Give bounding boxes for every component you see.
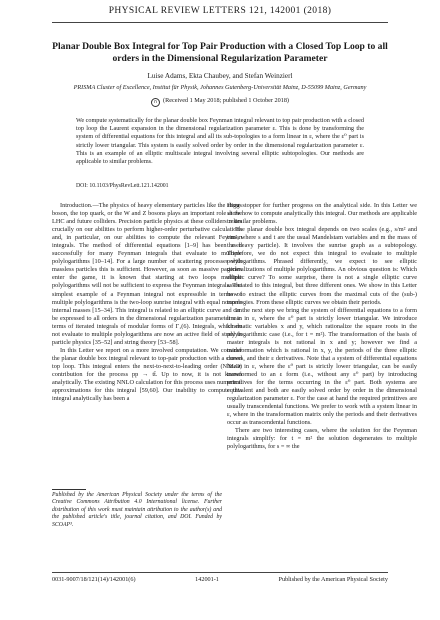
- license-footnote: Published by the American Physical Society under the terms of the Creative Commons Attribution 4.0 International license. Further distribution of this work must maintain attribution to the author(s) and the published article's title, journal citation, and DOI. Funded by SCOAP³.: [52, 492, 222, 528]
- paragraph: show stopper for further progress on the analytical side. In this Letter we show how to compute analytically this integral. Our methods are applicable to similar problems.: [227, 202, 417, 226]
- page-footer: [52, 576, 388, 583]
- paragraph: In this Letter we report on a more involved computation. We consider the planar double box integral relevant to top-pair production with a closed top loop. This integral enters the next-to-next-to-leading order (NNLO) contribution for the process pp → tt̄. Up to now, it is not known analytically. The existing NNLO calculation for this process uses numerical approximations for this integral [59,60]. Our inability to compute this integral analytically has been a: [52, 346, 242, 403]
- running-head: PHYSICAL REVIEW LETTERS 121, 142001 (2018): [108, 6, 332, 16]
- footer-issn: 0031-9007/18/121(14)/142001(6): [52, 576, 136, 583]
- received-text: (Received 1 May 2018; published 1 October 2018): [163, 97, 289, 104]
- footer-page-number: 142001-1: [195, 576, 219, 583]
- received-line: [40, 97, 400, 107]
- paper-title: Planar Double Box Integral for Top Pair Production with a Closed Top Loop to all orders in the Dimensional Regularization Parameter: [52, 41, 388, 64]
- paper-authors: Luise Adams, Ekta Chaubey, and Stefan Weinzierl: [147, 72, 293, 80]
- paragraph: There are two interesting cases, where the solution for the Feynman integrals simplify: for t = m² the solution degenerates to multiple polylogarithms, for s = ∞ the: [227, 427, 417, 451]
- doi-link[interactable]: DOI: 10.1103/PhysRevLett.121.142001: [76, 183, 169, 189]
- paragraph: The planar double box integral depends on two scales (e.g., s/m² and t/m², where s and t are the usual Mandelstam variables and m the mass of the heavy particle). It involves the sunrise graph as a subtopology. Therefore, we do not expect this integral to evaluate to multiple polylogarithms. Phrased differently, we expect to see elliptic generalizations of multiple polylogarithms. An obvious question is: Which elliptic curve? To some surprise, there is not a single elliptic curve associated to this integral, but three different ones. We show in this Letter how to extract the elliptic curves from the maximal cuts of the (sub-) topologies. From these elliptic curves we obtain their periods.: [227, 226, 417, 306]
- paragraph: In the next step we bring the system of differential equations to a form linear in ε, where the ε⁰ part is strictly lower triangular. We introduce kinematic variables x and y, which rationalize the square roots in the polylogarithmic case (i.e., for t = m²). The transformation of the basis of master integrals is not rational in x and y; however we find a transformation which is rational in x, y, the periods of the three elliptic curves, and their ε derivatives. Note that a system of differential equations linear in ε, where the ε⁰ part is strictly lower triangular, can be easily transformed to an ε form (i.e., without any ε⁰ part) by introducing primitives for the terms occurring in the ε⁰ part. Both systems are equivalent and both are easily solved order by order in the dimensional regularization parameter ε. For the case at hand the required primitives are usually transcendental functions. We prefer to work with a system linear in ε, where in the transformation matrix only the periods and their derivatives occur as transcendental functions.: [227, 306, 417, 427]
- open-access-icon: ∩: [151, 98, 160, 107]
- body-column-right: [227, 202, 417, 451]
- footnote-rule: [52, 489, 86, 490]
- footer-rule: [52, 572, 388, 573]
- header-rule: [52, 22, 388, 23]
- paragraph: Introduction.—The physics of heavy elementary particles like the Higgs boson, the top quark, or the W and Z bosons plays an important role at the LHC and future colliders. Precision particle physics at these colliders relies crucially on our abilities to perform higher-order perturbative calculations and, in particular, on our abilities to compute the relevant Feynman integrals. The method of differential equations [1–9] has been used successfully for many Feynman integrals that evaluate to multiple polylogarithms [10–14]. For a large number of scattering processes with massless particles this is sufficient. However, as soon as massive particles enter the game, it is known that starting at two loops multiple polylogarithms will not be sufficient to express the Feynman integrals. The simplest example of a Feynman integral not expressible in terms of multiple polylogarithms is the two-loop sunrise integral with equal nonzero internal masses [15–34]. This integral is related to an elliptic curve and can be expressed to all orders in the dimensional regularization parameter ε in terms of iterated integrals of modular forms of Γ₁(6). Integrals, which do not evaluate to multiple polylogarithms are now an active field of study in particle physics [35–52] and string theory [53–58].: [52, 202, 242, 346]
- paper-affiliation: PRISMA Cluster of Excellence, Institut für Physik, Johannes Gutenberg-Universität Mainz, D-55099 Mainz, Germany: [73, 84, 367, 91]
- footer-publisher: Published by the American Physical Society: [278, 576, 388, 583]
- abstract: We compute systematically for the planar double box Feynman integral relevant to top pair production with a closed top loop the Laurent expansion in the dimensional regularization parameter ε. This is done by transforming the system of differential equations for this integral and all its sub-topologies to a form linear in ε, where the ε⁰ part is strictly lower triangular. This system is easily solved order by order in the dimensional regularization parameter ε. This is an example of an elliptic multiscale integral involving several elliptic subtopologies. Our methods are applicable to similar problems.: [76, 117, 364, 166]
- body-column-left: [52, 202, 242, 403]
